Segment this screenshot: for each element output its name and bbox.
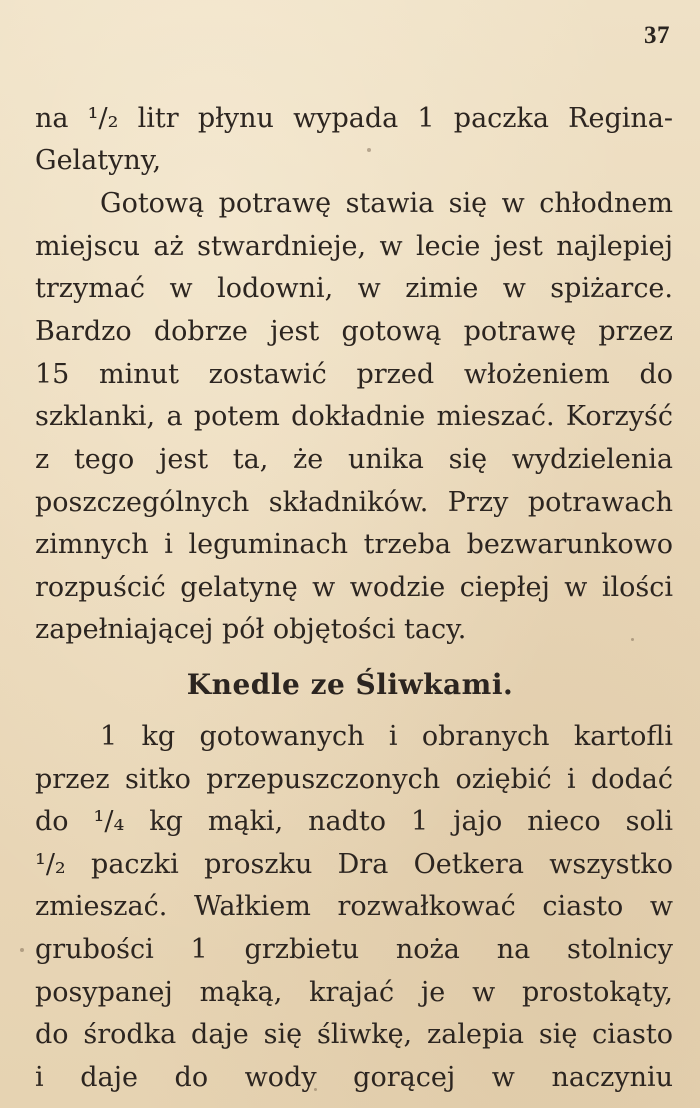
- text-line: poszczególnych składników. Przy potrawach: [35, 487, 673, 518]
- text-line: ¹/₂ paczki proszku Dra Oetkera wszystko: [35, 849, 673, 880]
- text-line: grubości 1 grzbietu noża na stolnicy: [35, 934, 673, 965]
- paper-speck: [314, 1088, 317, 1091]
- text-line: rozpuścić gelatynę w wodzie ciepłej w ilości: [35, 572, 673, 603]
- page-number: 37: [644, 22, 670, 49]
- text-line: trzymać w lodowni, w zimie w spiżarce.: [35, 273, 673, 304]
- paper-speck: [20, 948, 24, 952]
- text-line: Gelatyny,: [35, 145, 162, 176]
- text-line: 1 kg gotowanych i obranych kartofli: [100, 721, 673, 752]
- text-line: do środka daje się śliwkę, zalepia się ciasto: [35, 1019, 673, 1050]
- text-line: na ¹/₂ litr płynu wypada 1 paczka Regina-: [35, 103, 673, 134]
- text-line: Gotową potrawę stawia się w chłodnem: [100, 188, 673, 219]
- text-line: posypanej mąką, krajać je w prostokąty,: [35, 977, 673, 1008]
- paper-speck: [367, 148, 371, 152]
- text-line: 15 minut zostawić przed włożeniem do: [35, 359, 673, 390]
- text-line: zimnych i leguminach trzeba bezwarunkowo: [35, 529, 673, 560]
- text-line: do ¹/₄ kg mąki, nadto 1 jajo nieco soli: [35, 806, 673, 837]
- text-line: i daje do wody gorącej w naczyniu: [35, 1062, 673, 1093]
- text-line: z tego jest ta, że unika się wydzielenia: [35, 444, 673, 475]
- text-line: Bardzo dobrze jest gotową potrawę przez: [35, 316, 673, 347]
- paper-speck: [631, 638, 634, 641]
- text-line: miejscu aż stwardnieje, w lecie jest najlepiej: [35, 231, 673, 262]
- text-line: zmieszać. Wałkiem rozwałkować ciasto w: [35, 891, 673, 922]
- text-line: zapełniającej pół objętości tacy.: [35, 614, 467, 645]
- section-heading: Knedle ze Śliwkami.: [186, 668, 514, 701]
- text-line: przez sitko przepuszczonych oziębić i dodać: [35, 764, 673, 795]
- text-line: szklanki, a potem dokładnie mieszać. Korzyść: [35, 401, 673, 432]
